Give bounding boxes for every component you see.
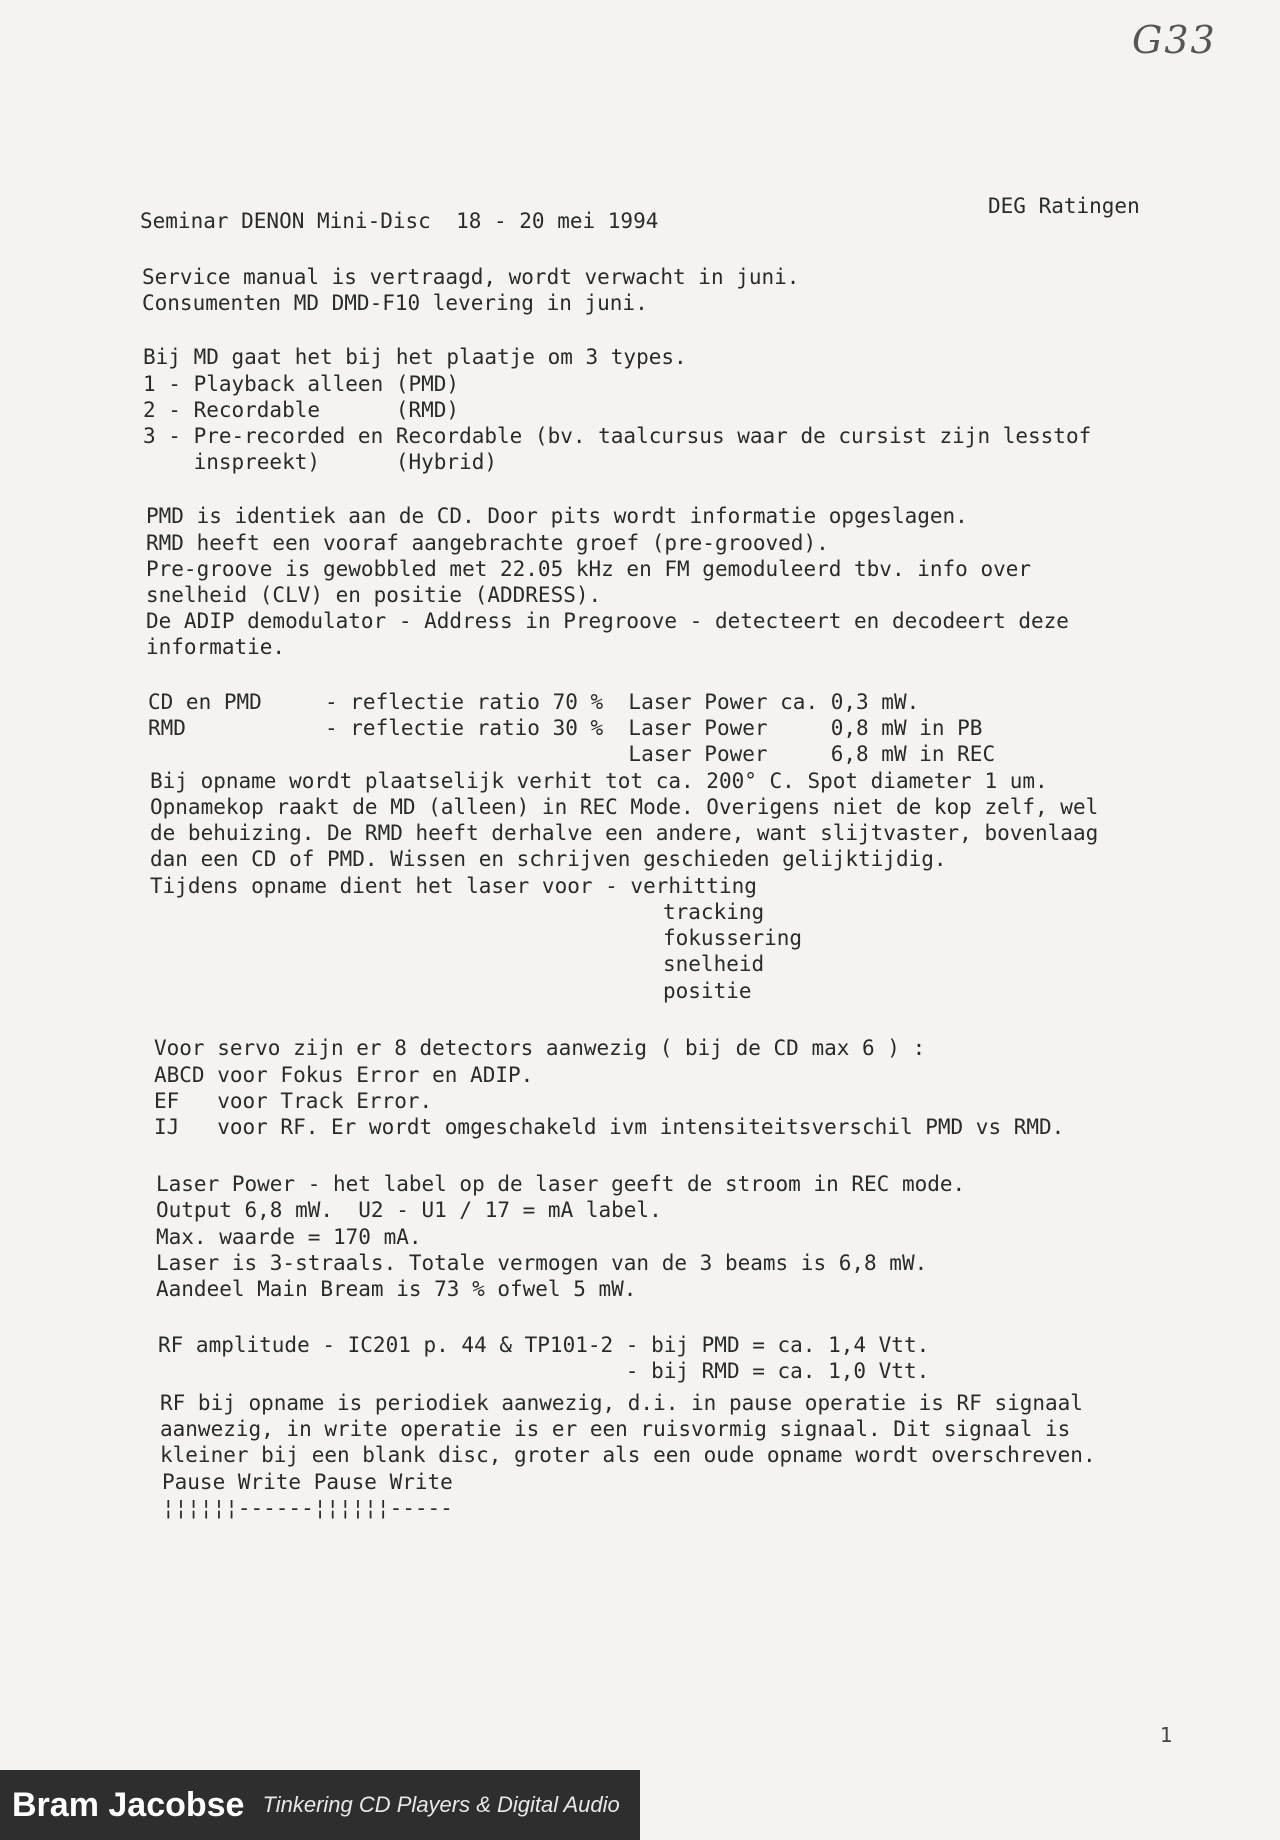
text-line: dan een CD of PMD. Wissen en schrijven geschieden gelijktijdig. bbox=[150, 847, 947, 871]
text-line: EF voor Track Error. bbox=[154, 1089, 433, 1113]
list-item: tracking bbox=[663, 900, 765, 924]
text-line: Pause Write Pause Write bbox=[162, 1470, 453, 1494]
text-line: PMD is identiek aan de CD. Door pits wordt informatie opgeslagen. bbox=[146, 504, 968, 528]
list-item: 1 - Playback alleen (PMD) bbox=[143, 372, 460, 396]
location-line: DEG Ratingen bbox=[988, 194, 1140, 218]
text-line: - bij RMD = ca. 1,0 Vtt. bbox=[158, 1359, 930, 1383]
footer-tagline: Tinkering CD Players & Digital Audio bbox=[262, 1792, 620, 1817]
text-line: Laser is 3-straals. Totale vermogen van de 3 beams is 6,8 mW. bbox=[156, 1251, 928, 1275]
footer-author-name: Bram Jacobse bbox=[12, 1785, 245, 1824]
list-item: 2 - Recordable (RMD) bbox=[143, 398, 460, 422]
list-item: fokussering bbox=[663, 926, 803, 950]
text-line: Aandeel Main Bream is 73 % ofwel 5 mW. bbox=[156, 1277, 637, 1301]
text-line: Output 6,8 mW. U2 - U1 / 17 = mA label. bbox=[156, 1198, 662, 1222]
list-item: positie bbox=[663, 979, 752, 1003]
text-line: Opnamekop raakt de MD (alleen) in REC Mode. Overigens niet de kop zelf, wel bbox=[150, 795, 1099, 819]
table-row: RMD - reflectie ratio 30 % Laser Power 0,8 mW in PB bbox=[148, 716, 983, 740]
text-line: Tijdens opname dient het laser voor - verhitting bbox=[150, 874, 757, 898]
table-row: Laser Power 6,8 mW in REC bbox=[148, 742, 996, 766]
text-line: aanwezig, in write operatie is er een ruisvormig signaal. Dit signaal is bbox=[160, 1417, 1071, 1441]
signal-pattern: ¦¦¦¦¦¦------¦¦¦¦¦¦----- bbox=[162, 1496, 453, 1520]
text-line: Pre-groove is gewobbled met 22.05 kHz en FM gemoduleerd tbv. info over bbox=[146, 557, 1032, 581]
text-line: IJ voor RF. Er wordt omgeschakeld ivm intensiteitsverschil PMD vs RMD. bbox=[154, 1115, 1065, 1139]
text-line: snelheid (CLV) en positie (ADDRESS). bbox=[146, 583, 602, 607]
text-line: Voor servo zijn er 8 detectors aanwezig ( bij de CD max 6 ) : bbox=[154, 1036, 926, 1060]
text-line: de behuizing. De RMD heeft derhalve een andere, want slijtvaster, bovenlaag bbox=[150, 821, 1099, 845]
page-number: 1 bbox=[1160, 1723, 1173, 1747]
list-item: inspreekt) (Hybrid) bbox=[143, 450, 498, 474]
seminar-title-line: Seminar DENON Mini-Disc 18 - 20 mei 1994 bbox=[140, 209, 659, 233]
text-line: RF amplitude - IC201 p. 44 & TP101-2 - bij PMD = ca. 1,4 Vtt. bbox=[158, 1333, 930, 1357]
list-item: 3 - Pre-recorded en Recordable (bv. taalcursus waar de cursist zijn lesstof bbox=[143, 424, 1092, 448]
text-line: Service manual is vertraagd, wordt verwacht in juni. bbox=[142, 265, 800, 289]
text-line: kleiner bij een blank disc, groter als een oude opname wordt overschreven. bbox=[160, 1443, 1096, 1467]
table-row: CD en PMD - reflectie ratio 70 % Laser Power ca. 0,3 mW. bbox=[148, 690, 920, 714]
list-item: snelheid bbox=[663, 952, 765, 976]
text-line: Consumenten MD DMD-F10 levering in juni. bbox=[142, 291, 648, 315]
text-line: Bij opname wordt plaatselijk verhit tot ca. 200° C. Spot diameter 1 um. bbox=[150, 769, 1048, 793]
text-line: Max. waarde = 170 mA. bbox=[156, 1225, 422, 1249]
handwritten-page-mark: G33 bbox=[1132, 18, 1217, 62]
text-line: Laser Power - het label op de laser geeft de stroom in REC mode. bbox=[156, 1172, 966, 1196]
text-line: RMD heeft een vooraf aangebrachte groef (pre-grooved). bbox=[146, 531, 829, 555]
text-line: Bij MD gaat het bij het plaatje om 3 types. bbox=[143, 345, 687, 369]
footer-banner bbox=[0, 1770, 640, 1840]
text-line: ABCD voor Fokus Error en ADIP. bbox=[154, 1063, 534, 1087]
text-line: informatie. bbox=[146, 635, 286, 659]
text-line: RF bij opname is periodiek aanwezig, d.i. in pause operatie is RF signaal bbox=[160, 1391, 1083, 1415]
text-line: De ADIP demodulator - Address in Pregroove - detecteert en decodeert deze bbox=[146, 609, 1069, 633]
